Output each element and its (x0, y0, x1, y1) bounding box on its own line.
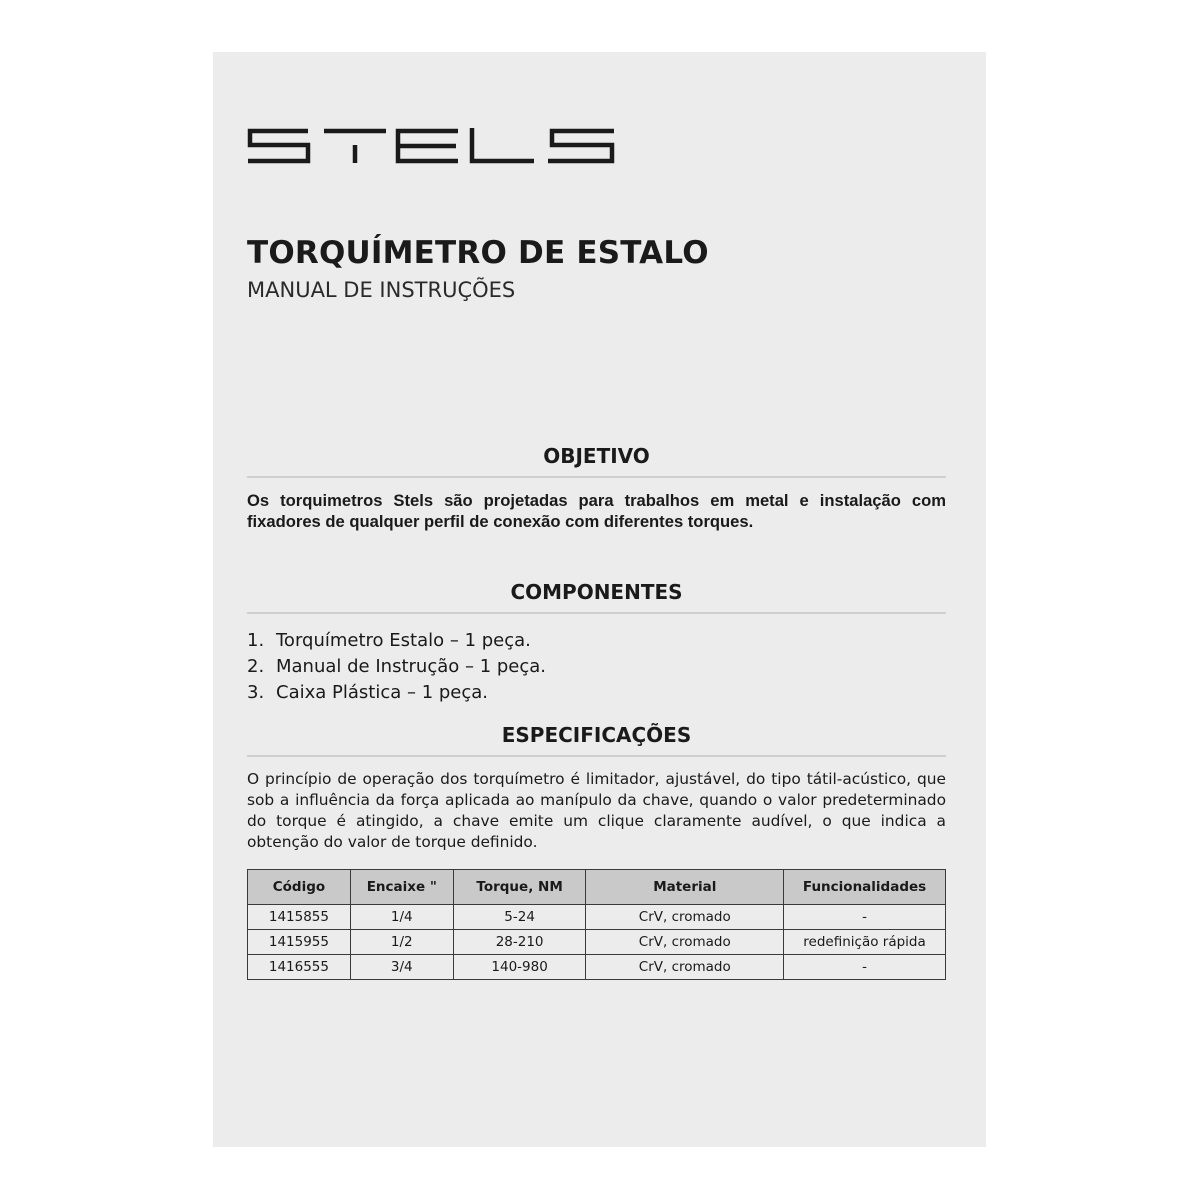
cell-code: 1415955 (248, 930, 351, 955)
objective-text: Os torquimetros Stels são projetadas para trabalhos em metal e instalação com fixadores de qualquer perfil de conexão com diferentes torques. (247, 491, 946, 531)
table-row (248, 905, 946, 930)
section-heading-specifications: ESPECIFICAÇÕES (501, 723, 692, 747)
cell-features: redefinição rápida (784, 930, 946, 955)
section-divider (247, 612, 946, 614)
table-row (248, 930, 946, 955)
cell-code: 1416555 (248, 955, 351, 980)
cell-material: CrV, cromado (586, 905, 784, 930)
section-heading-components: COMPONENTES (510, 580, 683, 604)
column-header-features: Funcionalidades (784, 870, 946, 905)
column-header-socket: Encaixe " (350, 870, 453, 905)
cell-material: CrV, cromado (586, 930, 784, 955)
section-heading-objective: OBJETIVO (543, 444, 650, 468)
section-divider (247, 755, 946, 757)
list-item-number: 3. (247, 682, 265, 703)
cell-features: - (784, 905, 946, 930)
list-item (247, 628, 946, 654)
table-header-row (248, 870, 946, 905)
cell-torque: 28-210 (453, 930, 586, 955)
cell-code: 1415855 (248, 905, 351, 930)
list-item (247, 654, 946, 680)
section-divider (247, 476, 946, 478)
list-item-number: 2. (247, 656, 265, 677)
document-subtitle: MANUAL DE INSTRUÇÕES (247, 278, 516, 302)
list-item-number: 1. (247, 630, 265, 651)
cell-socket: 1/2 (350, 930, 453, 955)
cell-socket: 1/4 (350, 905, 453, 930)
components-list (247, 628, 946, 706)
specifications-text: O princípio de operação dos torquímetro é limitador, ajustável, do tipo tátil-acústico, que sob a influência da força aplicada ao manípulo da chave, quando o valor predeterminado do torque é atingido, a chave emite um clique claramente audível, o que indica a obtenção do valor de torque definido. (247, 770, 946, 851)
stels-logo (246, 128, 616, 164)
document-title: TORQUÍMETRO DE ESTALO (247, 235, 709, 271)
column-header-torque: Torque, NM (453, 870, 586, 905)
cell-torque: 5-24 (453, 905, 586, 930)
cell-socket: 3/4 (350, 955, 453, 980)
list-item-text: Torquímetro Estalo – 1 peça. (276, 630, 531, 651)
list-item-text: Caixa Plástica – 1 peça. (276, 682, 489, 703)
cell-features: - (784, 955, 946, 980)
column-header-material: Material (586, 870, 784, 905)
table-row (248, 955, 946, 980)
list-item (247, 680, 946, 706)
column-header-code: Código (248, 870, 351, 905)
cell-material: CrV, cromado (586, 955, 784, 980)
list-item-text: Manual de Instrução – 1 peça. (276, 656, 547, 677)
specifications-table (247, 869, 946, 980)
cell-torque: 140-980 (453, 955, 586, 980)
